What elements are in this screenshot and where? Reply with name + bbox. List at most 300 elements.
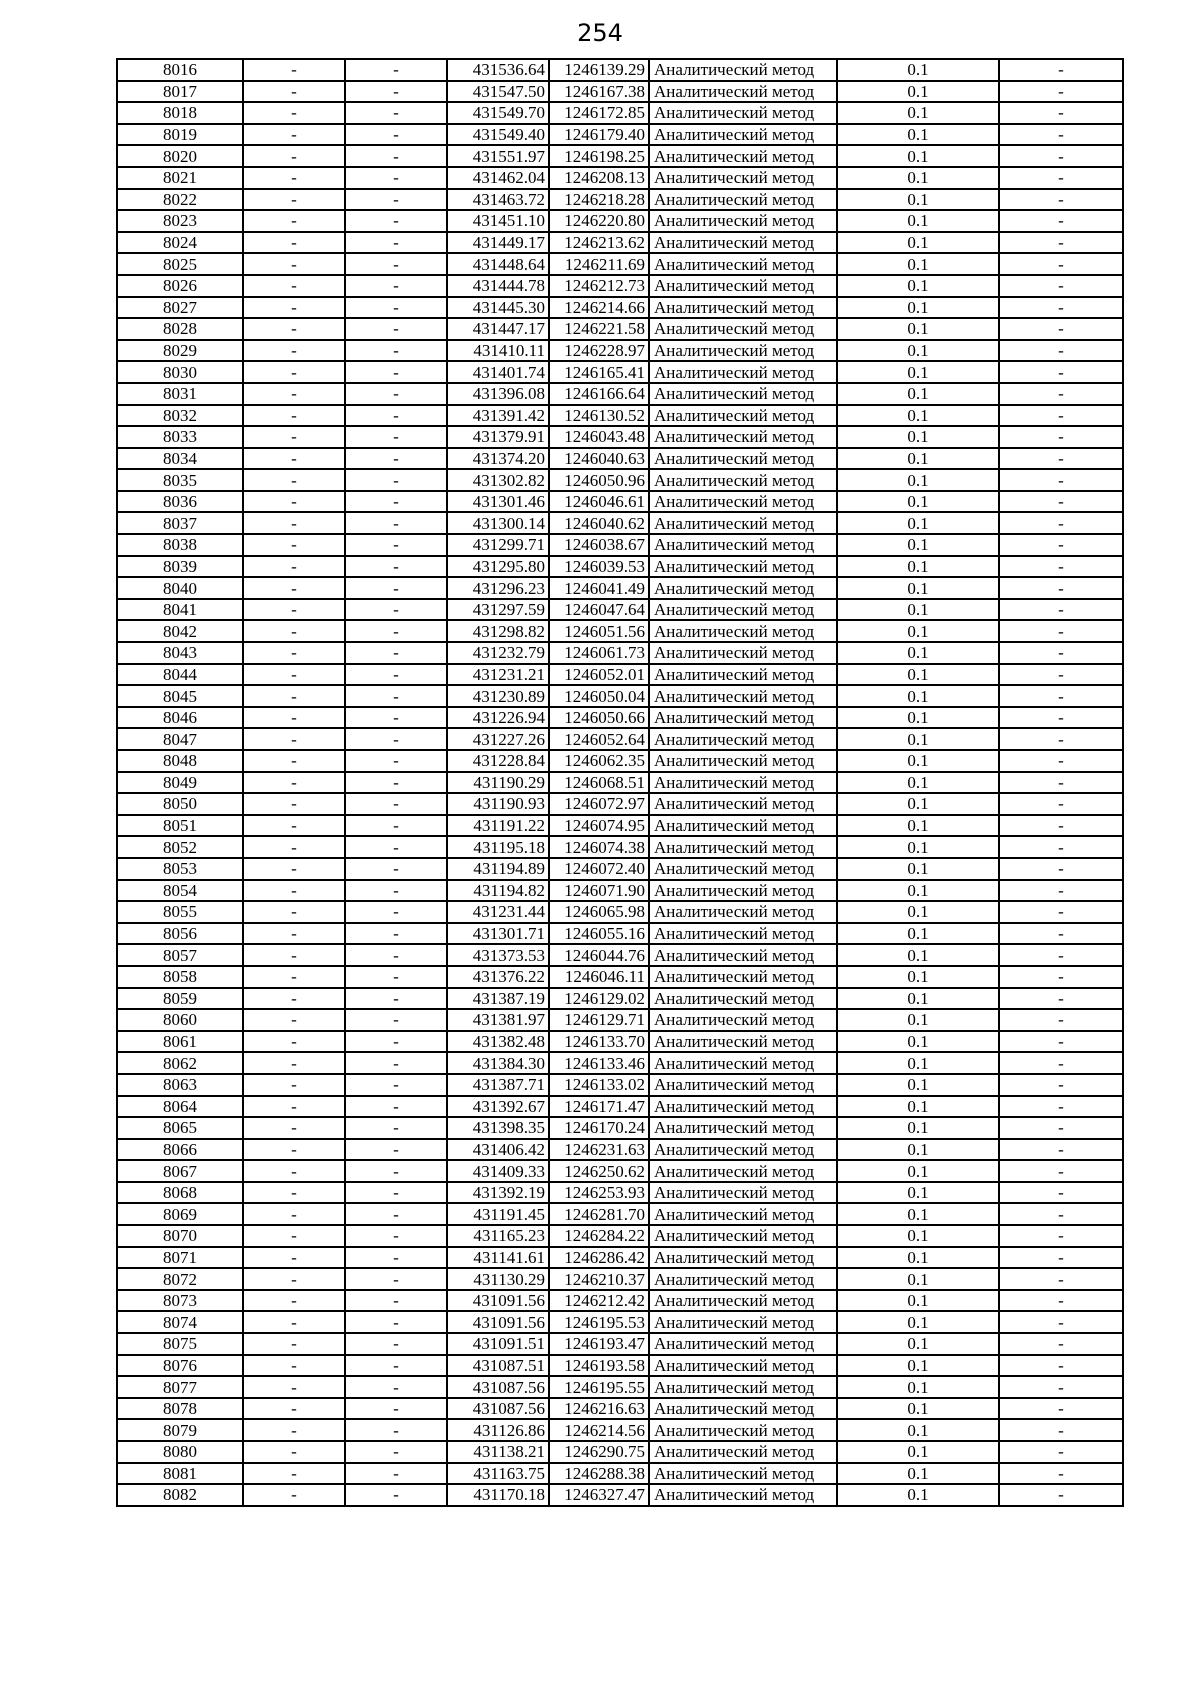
table-row	[117, 1096, 1123, 1118]
table-cell-point-number: 8057	[117, 944, 243, 966]
table-cell-column-3: -	[345, 1355, 447, 1377]
table-cell-method: Аналитический метод	[649, 923, 837, 945]
table-cell-num-y: 1246327.47	[549, 1484, 649, 1506]
table-cell-method: Аналитический метод	[649, 836, 837, 858]
table-cell-column-3: -	[345, 1311, 447, 1333]
table-cell-point-number: 8022	[117, 189, 243, 211]
table-cell-point-number: 8060	[117, 1009, 243, 1031]
table-cell-point-number: 8016	[117, 59, 243, 81]
table-cell-column-3: -	[345, 664, 447, 686]
table-cell-point-number: 8065	[117, 1117, 243, 1139]
table-cell-num-y: 1246193.47	[549, 1333, 649, 1355]
table-cell-point-number: 8081	[117, 1463, 243, 1485]
table-cell-column-2: -	[243, 1117, 345, 1139]
table-row	[117, 1484, 1123, 1506]
table-row	[117, 901, 1123, 923]
table-cell-num-x: 431091.56	[447, 1290, 549, 1312]
table-cell-num-x: 431301.71	[447, 923, 549, 945]
table-row	[117, 1182, 1123, 1204]
table-cell-point-number: 8041	[117, 599, 243, 621]
table-cell-num-y: 1246165.41	[549, 361, 649, 383]
table-row	[117, 642, 1123, 664]
table-cell-method: Аналитический метод	[649, 1311, 837, 1333]
table-row	[117, 1463, 1123, 1485]
table-cell-column-3: -	[345, 361, 447, 383]
table-cell-column-3: -	[345, 1203, 447, 1225]
coordinates-table	[116, 58, 1124, 1507]
table-cell-column-3: -	[345, 297, 447, 319]
table-cell-column-2: -	[243, 1355, 345, 1377]
table-cell-point-number: 8058	[117, 966, 243, 988]
table-cell-accuracy: 0.1	[837, 1160, 999, 1182]
table-body	[117, 59, 1123, 1506]
table-cell-column-3: -	[345, 1160, 447, 1182]
table-cell-num-y: 1246216.63	[549, 1398, 649, 1420]
table-row	[117, 944, 1123, 966]
table-cell-column-2: -	[243, 124, 345, 146]
table-cell-method: Аналитический метод	[649, 1203, 837, 1225]
table-cell-accuracy: 0.1	[837, 1268, 999, 1290]
table-cell-column-2: -	[243, 1268, 345, 1290]
table-row	[117, 707, 1123, 729]
table-cell-method: Аналитический метод	[649, 1463, 837, 1485]
table-cell-method: Аналитический метод	[649, 275, 837, 297]
table-cell-column-3: -	[345, 901, 447, 923]
table-cell-num-x: 431163.75	[447, 1463, 549, 1485]
table-cell-column-2: -	[243, 944, 345, 966]
table-cell-point-number: 8063	[117, 1074, 243, 1096]
table-row	[117, 1247, 1123, 1269]
table-cell-column-3: -	[345, 59, 447, 81]
table-cell-method: Аналитический метод	[649, 361, 837, 383]
table-cell-column-8: -	[999, 1247, 1123, 1269]
table-row	[117, 620, 1123, 642]
table-cell-method: Аналитический метод	[649, 1398, 837, 1420]
table-cell-column-2: -	[243, 988, 345, 1010]
table-cell-column-8: -	[999, 59, 1123, 81]
table-row	[117, 59, 1123, 81]
table-cell-num-x: 431087.56	[447, 1398, 549, 1420]
table-cell-column-2: -	[243, 1203, 345, 1225]
table-cell-accuracy: 0.1	[837, 232, 999, 254]
table-row	[117, 210, 1123, 232]
table-cell-accuracy: 0.1	[837, 167, 999, 189]
table-cell-column-2: -	[243, 189, 345, 211]
table-cell-column-8: -	[999, 685, 1123, 707]
table-cell-column-8: -	[999, 1355, 1123, 1377]
table-cell-num-y: 1246195.53	[549, 1311, 649, 1333]
table-cell-column-2: -	[243, 750, 345, 772]
table-cell-column-8: -	[999, 145, 1123, 167]
table-cell-column-3: -	[345, 642, 447, 664]
table-row	[117, 1009, 1123, 1031]
table-row	[117, 1160, 1123, 1182]
table-cell-column-2: -	[243, 469, 345, 491]
table-cell-column-8: -	[999, 707, 1123, 729]
table-cell-column-2: -	[243, 1160, 345, 1182]
table-cell-column-3: -	[345, 1463, 447, 1485]
table-cell-accuracy: 0.1	[837, 750, 999, 772]
table-cell-accuracy: 0.1	[837, 145, 999, 167]
table-cell-num-y: 1246074.95	[549, 815, 649, 837]
table-cell-accuracy: 0.1	[837, 966, 999, 988]
table-cell-num-x: 431232.79	[447, 642, 549, 664]
table-row	[117, 1268, 1123, 1290]
table-cell-column-2: -	[243, 81, 345, 103]
table-cell-num-y: 1246047.64	[549, 599, 649, 621]
table-cell-column-3: -	[345, 1268, 447, 1290]
table-cell-num-x: 431138.21	[447, 1441, 549, 1463]
table-cell-point-number: 8040	[117, 577, 243, 599]
table-cell-column-2: -	[243, 232, 345, 254]
table-cell-method: Аналитический метод	[649, 1031, 837, 1053]
table-cell-num-y: 1246039.53	[549, 556, 649, 578]
table-cell-accuracy: 0.1	[837, 318, 999, 340]
table-cell-num-y: 1246071.90	[549, 880, 649, 902]
table-cell-point-number: 8075	[117, 1333, 243, 1355]
table-cell-column-3: -	[345, 1290, 447, 1312]
table-cell-num-x: 431396.08	[447, 383, 549, 405]
table-cell-num-y: 1246167.38	[549, 81, 649, 103]
table-row	[117, 81, 1123, 103]
table-cell-num-x: 431191.45	[447, 1203, 549, 1225]
table-cell-accuracy: 0.1	[837, 426, 999, 448]
table-cell-point-number: 8061	[117, 1031, 243, 1053]
table-cell-accuracy: 0.1	[837, 1031, 999, 1053]
table-cell-num-y: 1246043.48	[549, 426, 649, 448]
table-cell-accuracy: 0.1	[837, 728, 999, 750]
table-cell-column-2: -	[243, 728, 345, 750]
table-cell-column-8: -	[999, 1441, 1123, 1463]
table-cell-num-y: 1246290.75	[549, 1441, 649, 1463]
table-cell-column-2: -	[243, 275, 345, 297]
table-cell-num-x: 431231.21	[447, 664, 549, 686]
table-cell-column-2: -	[243, 59, 345, 81]
table-cell-column-8: -	[999, 1009, 1123, 1031]
table-cell-column-8: -	[999, 556, 1123, 578]
table-cell-method: Аналитический метод	[649, 620, 837, 642]
table-cell-num-y: 1246221.58	[549, 318, 649, 340]
table-cell-method: Аналитический метод	[649, 1441, 837, 1463]
table-cell-column-3: -	[345, 944, 447, 966]
table-cell-point-number: 8066	[117, 1139, 243, 1161]
table-cell-num-y: 1246041.49	[549, 577, 649, 599]
table-cell-column-3: -	[345, 923, 447, 945]
table-cell-column-3: -	[345, 707, 447, 729]
table-cell-num-x: 431165.23	[447, 1225, 549, 1247]
table-cell-num-x: 431387.19	[447, 988, 549, 1010]
table-cell-accuracy: 0.1	[837, 707, 999, 729]
table-cell-column-2: -	[243, 1333, 345, 1355]
table-row	[117, 124, 1123, 146]
table-cell-num-y: 1246130.52	[549, 405, 649, 427]
table-cell-column-3: -	[345, 318, 447, 340]
table-cell-num-x: 431230.89	[447, 685, 549, 707]
table-cell-num-y: 1246129.71	[549, 1009, 649, 1031]
table-cell-num-y: 1246166.64	[549, 383, 649, 405]
table-cell-column-8: -	[999, 1139, 1123, 1161]
table-cell-column-2: -	[243, 599, 345, 621]
table-cell-num-x: 431087.51	[447, 1355, 549, 1377]
table-row	[117, 145, 1123, 167]
table-cell-num-y: 1246052.01	[549, 664, 649, 686]
table-cell-accuracy: 0.1	[837, 988, 999, 1010]
table-cell-num-y: 1246253.93	[549, 1182, 649, 1204]
table-cell-point-number: 8032	[117, 405, 243, 427]
table-cell-method: Аналитический метод	[649, 1182, 837, 1204]
table-cell-point-number: 8046	[117, 707, 243, 729]
table-cell-column-3: -	[345, 491, 447, 513]
table-cell-column-8: -	[999, 1160, 1123, 1182]
table-cell-column-2: -	[243, 858, 345, 880]
table-cell-column-2: -	[243, 426, 345, 448]
table-cell-column-3: -	[345, 966, 447, 988]
table-row	[117, 297, 1123, 319]
table-row	[117, 1290, 1123, 1312]
table-cell-method: Аналитический метод	[649, 880, 837, 902]
table-row	[117, 102, 1123, 124]
table-cell-method: Аналитический метод	[649, 685, 837, 707]
table-cell-num-y: 1246040.63	[549, 448, 649, 470]
table-row	[117, 232, 1123, 254]
table-cell-column-2: -	[243, 664, 345, 686]
table-cell-column-3: -	[345, 167, 447, 189]
table-cell-column-8: -	[999, 1290, 1123, 1312]
table-cell-accuracy: 0.1	[837, 1247, 999, 1269]
table-cell-num-x: 431381.97	[447, 1009, 549, 1031]
table-cell-accuracy: 0.1	[837, 383, 999, 405]
table-cell-column-2: -	[243, 1247, 345, 1269]
table-cell-point-number: 8077	[117, 1376, 243, 1398]
table-cell-column-8: -	[999, 815, 1123, 837]
table-cell-accuracy: 0.1	[837, 880, 999, 902]
table-cell-column-8: -	[999, 966, 1123, 988]
table-cell-num-y: 1246040.62	[549, 512, 649, 534]
table-row	[117, 577, 1123, 599]
table-cell-point-number: 8062	[117, 1052, 243, 1074]
table-cell-column-3: -	[345, 124, 447, 146]
table-cell-column-2: -	[243, 836, 345, 858]
table-cell-column-3: -	[345, 685, 447, 707]
table-cell-accuracy: 0.1	[837, 685, 999, 707]
table-cell-column-3: -	[345, 383, 447, 405]
table-cell-accuracy: 0.1	[837, 1355, 999, 1377]
table-cell-num-x: 431374.20	[447, 448, 549, 470]
table-cell-column-8: -	[999, 1225, 1123, 1247]
table-cell-column-2: -	[243, 556, 345, 578]
table-cell-point-number: 8027	[117, 297, 243, 319]
table-cell-column-2: -	[243, 383, 345, 405]
table-cell-point-number: 8073	[117, 1290, 243, 1312]
table-cell-method: Аналитический метод	[649, 1096, 837, 1118]
table-cell-point-number: 8035	[117, 469, 243, 491]
table-cell-column-8: -	[999, 880, 1123, 902]
table-cell-num-y: 1246231.63	[549, 1139, 649, 1161]
table-cell-point-number: 8050	[117, 793, 243, 815]
table-cell-column-3: -	[345, 1139, 447, 1161]
table-row	[117, 880, 1123, 902]
table-cell-point-number: 8026	[117, 275, 243, 297]
table-cell-num-y: 1246286.42	[549, 1247, 649, 1269]
table-cell-column-2: -	[243, 361, 345, 383]
table-cell-accuracy: 0.1	[837, 1052, 999, 1074]
table-row	[117, 167, 1123, 189]
table-cell-num-x: 431227.26	[447, 728, 549, 750]
table-cell-column-8: -	[999, 534, 1123, 556]
table-cell-accuracy: 0.1	[837, 1225, 999, 1247]
table-cell-accuracy: 0.1	[837, 361, 999, 383]
table-cell-column-3: -	[345, 1052, 447, 1074]
table-cell-column-8: -	[999, 1376, 1123, 1398]
table-cell-column-3: -	[345, 556, 447, 578]
table-cell-column-8: -	[999, 512, 1123, 534]
table-cell-accuracy: 0.1	[837, 923, 999, 945]
table-cell-point-number: 8018	[117, 102, 243, 124]
table-cell-column-2: -	[243, 534, 345, 556]
table-cell-accuracy: 0.1	[837, 59, 999, 81]
table-cell-num-x: 431391.42	[447, 405, 549, 427]
table-cell-method: Аналитический метод	[649, 1247, 837, 1269]
table-cell-accuracy: 0.1	[837, 210, 999, 232]
table-cell-column-8: -	[999, 944, 1123, 966]
table-cell-column-3: -	[345, 469, 447, 491]
table-cell-num-y: 1246214.66	[549, 297, 649, 319]
table-cell-column-8: -	[999, 469, 1123, 491]
table-cell-point-number: 8028	[117, 318, 243, 340]
table-cell-num-x: 431444.78	[447, 275, 549, 297]
table-cell-num-x: 431228.84	[447, 750, 549, 772]
table-cell-num-x: 431392.67	[447, 1096, 549, 1118]
table-cell-num-x: 431299.71	[447, 534, 549, 556]
table-cell-column-8: -	[999, 124, 1123, 146]
table-cell-num-x: 431126.86	[447, 1419, 549, 1441]
table-cell-column-8: -	[999, 361, 1123, 383]
table-cell-column-2: -	[243, 1031, 345, 1053]
table-cell-num-x: 431549.40	[447, 124, 549, 146]
table-row	[117, 253, 1123, 275]
table-cell-method: Аналитический метод	[649, 577, 837, 599]
table-cell-column-8: -	[999, 81, 1123, 103]
table-cell-column-3: -	[345, 750, 447, 772]
table-cell-point-number: 8052	[117, 836, 243, 858]
table-cell-num-x: 431170.18	[447, 1484, 549, 1506]
table-cell-column-2: -	[243, 102, 345, 124]
table-cell-column-8: -	[999, 491, 1123, 513]
table-cell-num-y: 1246129.02	[549, 988, 649, 1010]
table-cell-column-8: -	[999, 1074, 1123, 1096]
table-cell-column-2: -	[243, 491, 345, 513]
table-cell-column-3: -	[345, 232, 447, 254]
table-cell-method: Аналитический метод	[649, 599, 837, 621]
table-cell-accuracy: 0.1	[837, 620, 999, 642]
table-row	[117, 966, 1123, 988]
table-cell-point-number: 8034	[117, 448, 243, 470]
table-cell-accuracy: 0.1	[837, 297, 999, 319]
table-cell-column-3: -	[345, 81, 447, 103]
table-cell-accuracy: 0.1	[837, 340, 999, 362]
table-cell-column-8: -	[999, 1484, 1123, 1506]
table-cell-num-x: 431231.44	[447, 901, 549, 923]
table-cell-column-2: -	[243, 1182, 345, 1204]
table-cell-column-8: -	[999, 1052, 1123, 1074]
table-cell-column-2: -	[243, 642, 345, 664]
table-cell-point-number: 8033	[117, 426, 243, 448]
table-cell-accuracy: 0.1	[837, 901, 999, 923]
table-row	[117, 383, 1123, 405]
table-cell-method: Аналитический метод	[649, 1419, 837, 1441]
table-cell-num-y: 1246220.80	[549, 210, 649, 232]
table-cell-point-number: 8019	[117, 124, 243, 146]
table-cell-method: Аналитический метод	[649, 59, 837, 81]
table-cell-method: Аналитический метод	[649, 793, 837, 815]
table-row	[117, 1398, 1123, 1420]
table-cell-num-y: 1246281.70	[549, 1203, 649, 1225]
table-cell-column-8: -	[999, 642, 1123, 664]
table-cell-accuracy: 0.1	[837, 448, 999, 470]
table-cell-method: Аналитический метод	[649, 210, 837, 232]
table-cell-column-8: -	[999, 858, 1123, 880]
table-cell-accuracy: 0.1	[837, 858, 999, 880]
table-cell-num-y: 1246050.96	[549, 469, 649, 491]
table-cell-point-number: 8024	[117, 232, 243, 254]
table-cell-num-y: 1246213.62	[549, 232, 649, 254]
table-cell-column-8: -	[999, 772, 1123, 794]
table-row	[117, 1441, 1123, 1463]
table-cell-column-3: -	[345, 1376, 447, 1398]
table-cell-accuracy: 0.1	[837, 124, 999, 146]
table-row	[117, 815, 1123, 837]
table-cell-column-8: -	[999, 923, 1123, 945]
table-cell-column-2: -	[243, 1484, 345, 1506]
table-cell-num-y: 1246288.38	[549, 1463, 649, 1485]
table-cell-num-x: 431301.46	[447, 491, 549, 513]
table-cell-num-x: 431549.70	[447, 102, 549, 124]
table-cell-method: Аналитический метод	[649, 664, 837, 686]
table-cell-accuracy: 0.1	[837, 1463, 999, 1485]
table-row	[117, 405, 1123, 427]
table-cell-method: Аналитический метод	[649, 167, 837, 189]
table-cell-point-number: 8079	[117, 1419, 243, 1441]
table-cell-column-2: -	[243, 1419, 345, 1441]
table-cell-column-2: -	[243, 1225, 345, 1247]
table-cell-num-y: 1246062.35	[549, 750, 649, 772]
table-row	[117, 1419, 1123, 1441]
table-cell-column-2: -	[243, 793, 345, 815]
table-row	[117, 1052, 1123, 1074]
table-cell-point-number: 8055	[117, 901, 243, 923]
table-cell-num-x: 431295.80	[447, 556, 549, 578]
table-cell-method: Аналитический метод	[649, 1290, 837, 1312]
table-cell-num-y: 1246133.70	[549, 1031, 649, 1053]
table-cell-num-y: 1246061.73	[549, 642, 649, 664]
table-cell-method: Аналитический метод	[649, 815, 837, 837]
table-cell-method: Аналитический метод	[649, 1355, 837, 1377]
table-cell-column-3: -	[345, 815, 447, 837]
table-cell-column-8: -	[999, 1419, 1123, 1441]
table-cell-method: Аналитический метод	[649, 1333, 837, 1355]
table-cell-column-2: -	[243, 577, 345, 599]
table-cell-point-number: 8043	[117, 642, 243, 664]
table-cell-column-3: -	[345, 534, 447, 556]
table-cell-method: Аналитический метод	[649, 966, 837, 988]
table-cell-accuracy: 0.1	[837, 253, 999, 275]
table-cell-accuracy: 0.1	[837, 491, 999, 513]
table-cell-column-2: -	[243, 253, 345, 275]
table-cell-point-number: 8071	[117, 1247, 243, 1269]
table-cell-point-number: 8074	[117, 1311, 243, 1333]
table-cell-column-8: -	[999, 620, 1123, 642]
table-cell-method: Аналитический метод	[649, 1117, 837, 1139]
